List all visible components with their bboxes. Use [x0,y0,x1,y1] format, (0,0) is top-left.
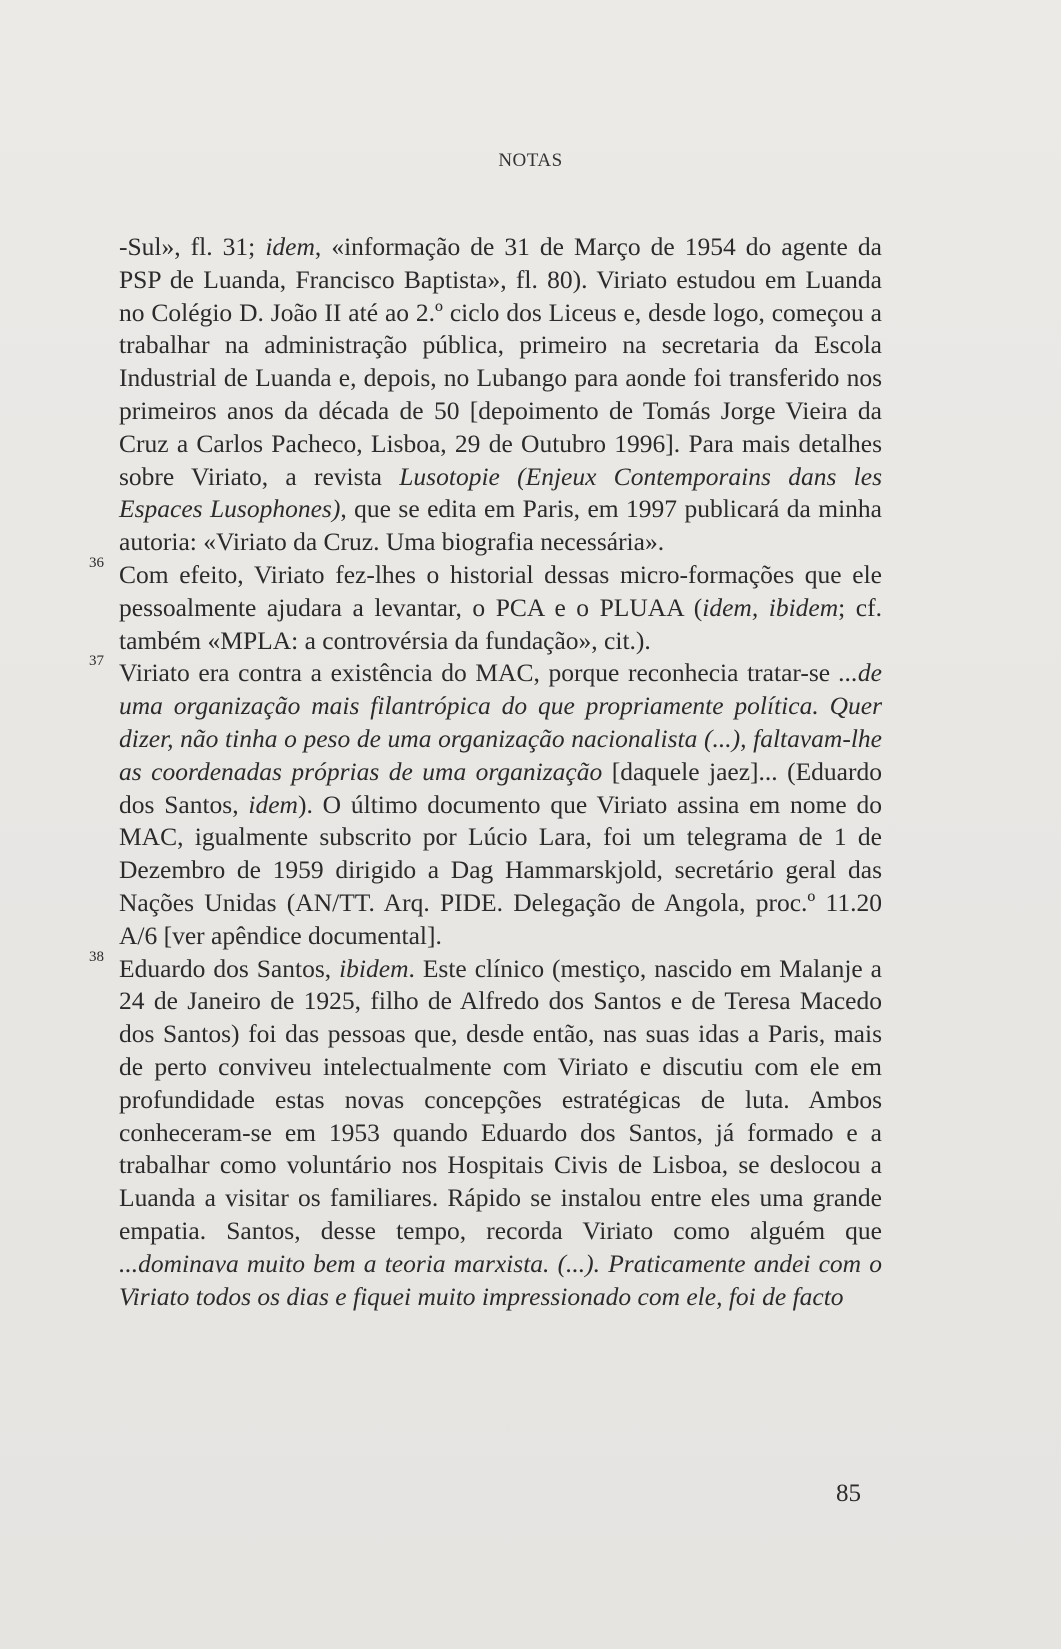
italic-run: idem [265,232,315,261]
footnote-36 [89,554,882,657]
text-run: ; cf. também «MPLA: a controvérsia da fundação», cit.). [119,592,882,655]
footnote-number: 38 [89,948,104,965]
footnote-number: 36 [89,554,104,571]
italic-run: idem [248,789,298,819]
text-run: . Este clínico (mestiço, nascido em Malanje a 24 de Janeiro de 1925, filho de Alfredo dos Santos e de Teresa Macedo dos Santos) foi das pessoas que, desde então, nas suas idas a Paris, mais de perto conviveu intelectualmente com Viriato e discutiu com ele em profundidade estas novas concepções estratégicas de luta. Ambos conheceram-se em 1953 quando Eduardo dos Santos, já formado e a trabalhar como voluntário nos Hospitais Civis de Lisboa, se deslocou a Luanda a visitar os familiares. Rápido se instalou entre eles uma grande empatia. Santos, desse tempo, recorda Viriato como alguém que [119,953,882,1245]
text-run: [daquele jaez]... (Eduardo dos Santos, [119,756,882,819]
text-run: ). O último documento que Viriato assina em nome do MAC, igualmente subscrito por Lúcio Lara, foi um telegrama de 1 de Dezembro de 1959 dirigido a Dag Hammarskjold, secretário geral das Nações Unidas (AN/TT. Arq. PIDE. Delegação de Angola, proc.º 11.20 A/6 [ver apêndice documental]. [119,789,882,950]
page-number: 85 [836,1480,861,1507]
italic-run: ...de uma organização mais filantrópica do que propriamente política. Quer dizer, não tinha o peso de uma organização nacionalista (...), faltavam-lhe as coordenadas próprias de uma organização [119,658,882,786]
italic-run: Lusotopie (Enjeux Contemporains dans les Espaces Lusophones) [119,461,882,524]
text-run: Viriato era contra a existência do MAC, porque reconhecia tratar-se [119,658,839,688]
italic-run: ...dominava muito bem a teoria marxista. (...). Praticamente andei com o Viriato todos os dias e fiquei muito impressionado com ele, foi de facto [119,1248,882,1311]
text-run: Eduardo dos Santos, [119,953,340,983]
text-run: Com efeito, Viriato fez-lhes o historial dessas micro-formações que ele pessoalmente ajudara a levantar, o PCA e o PLUAA ( [119,559,882,622]
text-run: , que se edita em Paris, em 1997 publicará da minha autoria: «Viriato da Cruz. Uma biografia necessária». [119,494,883,557]
text-run: -Sul», fl. 31; [119,232,266,261]
footnote-38 [89,948,882,1314]
notes-body [89,231,883,1313]
footnote-37 [89,653,882,952]
italic-run: ibidem [339,953,409,983]
footnote-number: 37 [89,653,104,670]
continued-note [119,231,882,559]
italic-run: idem, ibidem [702,592,839,622]
text-run: , «informação de 31 de Março de 1954 do agente da PSP de Luanda, Francisco Baptista», fl. 80). Viriato estudou em Luanda no Colégio D. João II até ao 2.º ciclo dos Liceus e, desde logo, começou a trabalhar na administração pública, primeiro na secretaria da Escola Industrial de Luanda e, depois, no Lubango para aonde foi transferido nos primeiros anos da década de 50 [depoimento de Tomás Jorge Vieira da Cruz a Carlos Pacheco, Lisboa, 29 de Outubro 1996]. Para mais detalhes sobre Viriato, a revista [119,232,882,491]
running-header: NOTAS [498,150,563,171]
